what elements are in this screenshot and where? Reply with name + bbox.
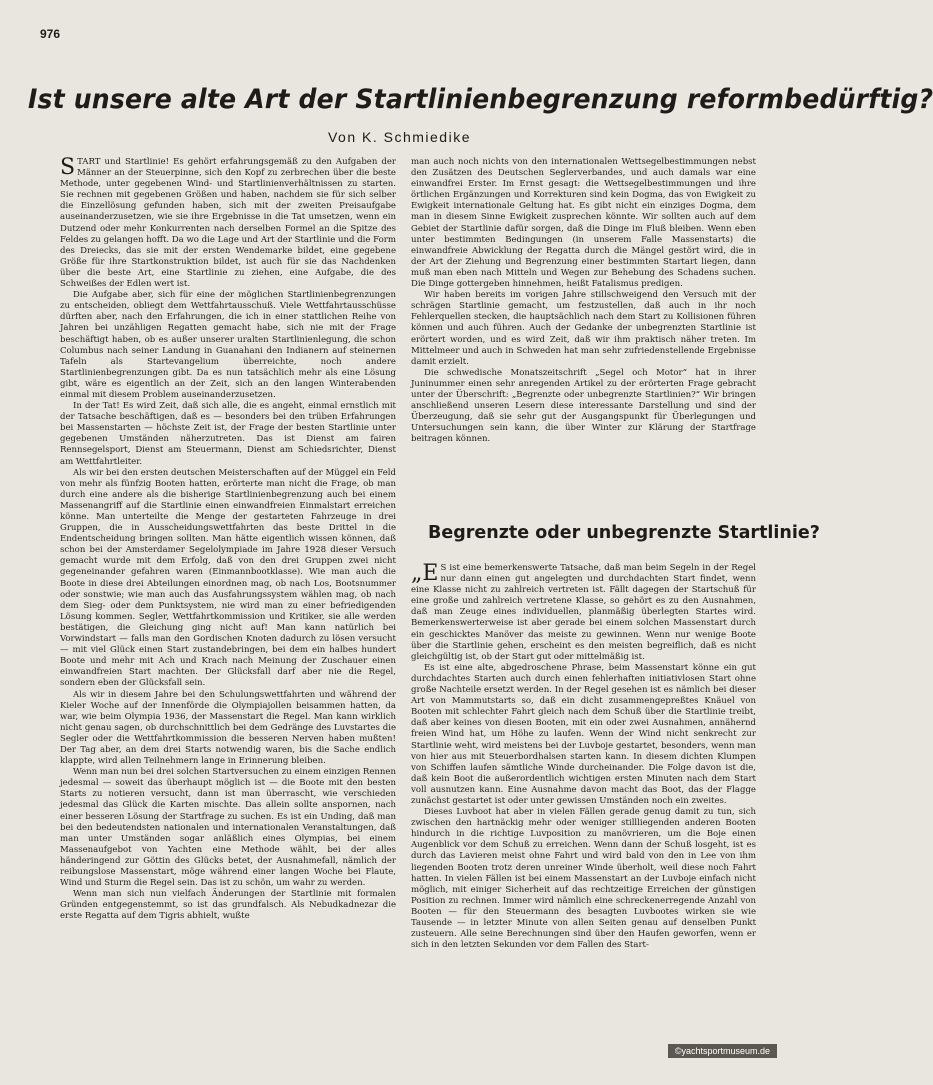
article-title: Ist unsere alte Art der Startlinienbegrenzung reformbedürftig?: [27, 84, 933, 115]
section-subheading: Begrenzte oder unbegrenzte Startlinie?: [428, 523, 820, 543]
watermark-site: yachtsportmuseum.de: [681, 1046, 770, 1056]
paragraph: Wir haben bereits im vorigen Jahre stillschweigend den Versuch mit der schrägen Startlinie gemacht, um festzustellen, daß auch in ihr noch Fehlerquellen stecken, die hauptsächlich nach dem Start zu Kollisionen führen können und auch führen. Auch der Gedanke der unbegrenzten Startlinie ist erörtert worden, und es wird Zeit, daß wir ihm praktisch näher treten. Im Mittelmeer und auch in Schweden hat man sehr zufriedenstellende Ergebnisse damit erzielt.: [411, 290, 756, 367]
paragraph: man auch noch nichts von den internationalen Wettsegelbestimmungen nebst den Zusätzen des Deutschen Seglerverbandes, und auch damals war eine einwandfrei Erster. Im Ernst gesagt: die Wettsegelbestimmungen und ihre örtlichen Ergänzungen und Korrekturen sind kein Dogma, das von Ewigkeit zu Ewigkeit internationale Geltung hat. Es gibt nicht ein einziges Dogma, dem man in diesem Sinne Ewigkeit zusprechen könnte. Wir sollten auch auf dem Gebiet der Startlinie dafür sorgen, daß die Dinge im Fluß bleiben. Wenn eben unter bestimmten Bedingungen (in unserem Falle Massenstarts) die einwandfreie Abwicklung der Regatta durch die Mängel gestört wird, die in der Art der Ziehung und Begrenzung einer bestimmten Startart liegen, dann muß man eben nach Mitteln und Wegen zur Behebung des Schadens suchen. Die Dinge gottergeben hinnehmen, heißt Fatalismus predigen.: [411, 157, 756, 290]
paragraph: Als wir in diesem Jahre bei den Schulungswettfahrten und während der Kieler Woche auf der Innenförde die Olympiajollen beisammen hatten, da war, wie beim Olympia 1936, der Massenstart die Regel. Man kann wirklich nicht genau sagen, ob durchschnittlich bei dem Gedränge des Luvstartes die Segler oder die Wettfahrtkommission die besseren Nerven haben mußten! Der Tag aber, an dem drei Starts notwendig waren, bis die Sache endlich klappte, wird allen Teilnehmern lange in Erinnerung bleiben.: [60, 689, 396, 767]
paragraph: START und Startlinie! Es gehört erfahrungsgemäß zu den Aufgaben der Männer an der Steuerpinne, sich den Kopf zu zerbrechen über die beste Methode, unter gegebenen Wind- und Startlinienverhältnissen zu starten. Sie rechnen mit gegebenen Größen und haben, nachdem sie für sich selber die Einzellösung gefunden haben, sich mit der zweiten Preisaufgabe auseinanderzusetzen, wie sie ihre Ergebnisse in die Tat umsetzen, wenn ein Dutzend oder mehr Konkurrenten nach derselben Formel an die Spitze des Feldes zu gelangen hofft. Da wo die Lage und Art der Startlinie und die Form des Dreiecks, das sie mit der ersten Wendemarke bildet, eine gegebene Größe für ihre Startkonstruktion bildet, ist auch für sie das Nachdenken über die beste Art, eine Startlinie zu ziehen, eine Aufgabe, die des Schweißes der Edlen wert ist.: [60, 155, 396, 290]
paragraph: „E S ist eine bemerkenswerte Tatsache, daß man beim Segeln in der Regel nur dann einen gut angelegten und durchdachten Start findet, wenn eine Klasse nicht zu zahlreich vertreten ist. Fällt dagegen der Startschuß für eine große und zahlreich vertretene Klasse, so gehört es zu den Ausnahmen, daß man Zeuge eines individuellen, planmäßig überlegten Startes wird. Bemerkenswerterweise ist aber gerade bei einem solchen Massenstart durch ein geschicktes Manöver das meiste zu gewinnen. Wenn nur wenige Boote über die Startlinie gehen, erscheint es den meisten begreiflich, daß es nicht gleichgültig ist, ob der Start gut oder mittelmäßig ist.: [411, 561, 756, 662]
watermark: [668, 1044, 777, 1058]
paragraph: Es ist eine alte, abgedroschene Phrase, beim Massenstart könne ein gut durchdachtes Starten auch durch einen fehlerhaften initiativlosen Start ohne große Nachteile ersetzt werden. In der Regel gesehen ist es nämlich bei dieser Art von Mammutstarts so, daß ein dicht zusammengepreßtes Knäuel von Booten mit schlechter Fahrt gleich nach dem Schuß über die Startlinie treibt, daß aber keines von diesen Booten, mit ein oder zwei Ausnahmen, annähernd freien Wind hat, um Höhe zu laufen. Wenn der Wind nicht senkrecht zur Startlinie weht, wird meistens bei der Luvboje gestartet, besonders, wenn man von hier aus mit Steuerbordhalsen starten kann. In diesem dichten Klumpen von Schiffen laufen sämtliche Winde durcheinander. Die Folge davon ist die, daß kein Boot die außerordentlich wichtigen ersten Minuten nach dem Start voll ausnutzen kann. Eine Ausnahme davon macht das Boot, das der Flagge zunächst gestartet ist oder unter gewissen Umständen noch ein zweites.: [411, 662, 756, 806]
paragraph: Wenn man nun bei drei solchen Startversuchen zu einem einzigen Rennen jedesmal — soweit das überhaupt möglich ist — die Boote mit den besten Starts zu notieren versucht, dann ist man überrascht, wie verschieden jedesmal das Glück die Karten mischte. Das allein sollte anspornen, nach einer besseren Lösung der Startfrage zu suchen. Es ist ein Unding, daß man bei den bedeutendsten nationalen und internationalen Veranstaltungen, daß man unter Umständen sogar anläßlich eines Olympias, bei einem Massenaufgebot von Yachten eine Methode wählt, bei der alles händeringend zur Göttin des Glücks betet, der Ausnahmefall, nämlich der reibungslose Massenstart, möge während einer langen Woche bei Flaute, Wind und Sturm die Regel sein. Das ist zu schön, um wahr zu werden.: [60, 767, 396, 889]
paragraph: Wenn man sich nun vielfach Änderungen der Startlinie mit formalen Gründen entgegenstemmt, so ist das grundfalsch. Als Nebudkadnezar die erste Regatta auf dem Tigris abhielt, wußte: [60, 889, 396, 922]
paragraph: Die Aufgabe aber, sich für eine der möglichen Startlinienbegrenzungen zu entscheiden, obliegt dem Wettfahrtausschuß. Viele Wettfahrtausschüsse dürften aber, nach den Erfahrungen, die ich in einer stattlichen Reihe von Jahren bei unzähligen Regatten gemacht habe, sich nie mit der Frage beschäftigt haben, ob es außer unserer uralten Startlinienlegung, die schon Columbus nach seiner Landung in Guanahani den Indianern auf steinernen Tafeln als Startevangelium überreichte, noch andere Startlinienbegrenzungen gibt. Da es nun tatsächlich mehr als eine Lösung gibt, wäre es eigentlich an der Zeit, sich an den langen Winterabenden einmal mit diesem Problem auseinanderzusetzen.: [60, 290, 396, 400]
page-number: 976: [40, 27, 61, 41]
paragraph: Dieses Luvboot hat aber in vielen Fällen gerade genug damit zu tun, sich zwischen den hartnäckig mehr oder weniger stillliegenden anderen Booten hindurch in die richtige Luvposition zu manövrieren, um die Boje einen Augenblick vor dem Schuß zu erreichen. Wenn dann der Schuß losgeht, ist es durch das Lavieren meist ohne Fahrt und wird bald von den in Lee von ihm liegenden Booten trotz deren unreiner Winde überholt, weil diese noch Fahrt hatten. In vielen Fällen ist bei einem Massenstart an der Luvboje einfach nicht möglich, mit einiger Sicherheit auf das rechtzeitige Erreichen der günstigen Position zu rechnen. Immer wird nämlich eine schreckenerregende Anzahl von Booten — für den Steuermann des besagten Luvbootes wirken sie wie Tausende — in letzter Minute von allen Seiten genau auf denselben Punkt zusteuern. Alle seine Berechnungen sind über den Haufen geworfen, wenn er sich in den letzten Sekunden vor dem Fallen des Start-: [411, 807, 756, 951]
paragraph: In der Tat! Es wird Zeit, daß sich alle, die es angeht, einmal ernstlich mit der Tatsache beschäftigen, daß es — besonders bei den trüben Erfahrungen bei Massenstarten — höchste Zeit ist, der Frage der besten Startlinie unter gegebenen Umständen näherzutreten. Das ist Dienst am fairen Rennsegelsport, Dienst am Steuermann, Dienst am Schiedsrichter, Dienst am Wettfahrtleiter.: [60, 401, 396, 467]
drop-cap: S: [60, 155, 76, 180]
article-author: Von K. Schmiedike: [327, 129, 471, 145]
paragraph: Als wir bei den ersten deutschen Meisterschaften auf der Müggel ein Feld von mehr als fünfzig Booten hatten, erörterte man nicht die Frage, ob man durch eine andere als die bisherige Startlinienbegrenzung auch bei einem Massenangriff auf die Startlinie einen einwandfreien Einmalstart erreichen könne. Man unterteilte die Menge der gestarteten Fahrzeuge in drei Gruppen, die in Ausscheidungswettfahrten das beste Drittel in die Endentscheidung bringen sollten. Man hätte eigentlich wissen können, daß schon bei der Amsterdamer Segelolympiade im Jahre 1928 dieser Versuch gemacht wurde mit dem Erfolg, daß von den drei Gruppen zwei nicht gegeneinander gefahren waren (Einmannbootklasse). Wie man auch die Boote in diese drei Abteilungen einordnen mag, ob nach Los, Bootsnummer oder sonstwie; wie man auch das Ausfahrungssystem wählen mag, ob nach dem Sieg- oder dem Punktsystem, nie wird man zu einer befriedigenden Lösung kommen. Segler, Wettfahrtkommission und Kritiker, sie alle werden bestätigen, die Gleichung ging nicht auf! Man kann natürlich bei Vorwindstart — falls man den Gordischen Knoten dadurch zu lösen versucht — mit viel Glück einen Start zustandebringen, bei dem ein halbes hundert Boote und mehr mit Ach und Krach nach Meinung der Zuschauer einen einwandfreien Start machten. Der Glücksfall darf aber nie die Regel, sondern eben der Glücksfall sein.: [60, 467, 396, 689]
article-column-right-top: [411, 157, 756, 505]
article-column-right-bottom: [411, 563, 756, 1041]
copyright-icon: ©: [674, 1046, 682, 1056]
article-column-left: [60, 157, 396, 1040]
drop-cap: „E: [411, 561, 439, 586]
paragraph: Die schwedische Monatszeitschrift „Segel och Motor“ hat in ihrer Juninummer einen sehr anregenden Artikel zu der erörterten Frage gebracht unter der Überschrift: „Begrenzte oder unbegrenzte Startlinien?“ Wir bringen anschließend unseren Lesern diese interessante Darstellung und sind der Überzeugung, daß sie sehr gut der Ausgangspunkt für Überlegungen und Untersuchungen sein kann, die über Winter zur Klärung der Startfrage beitragen können.: [411, 367, 756, 445]
